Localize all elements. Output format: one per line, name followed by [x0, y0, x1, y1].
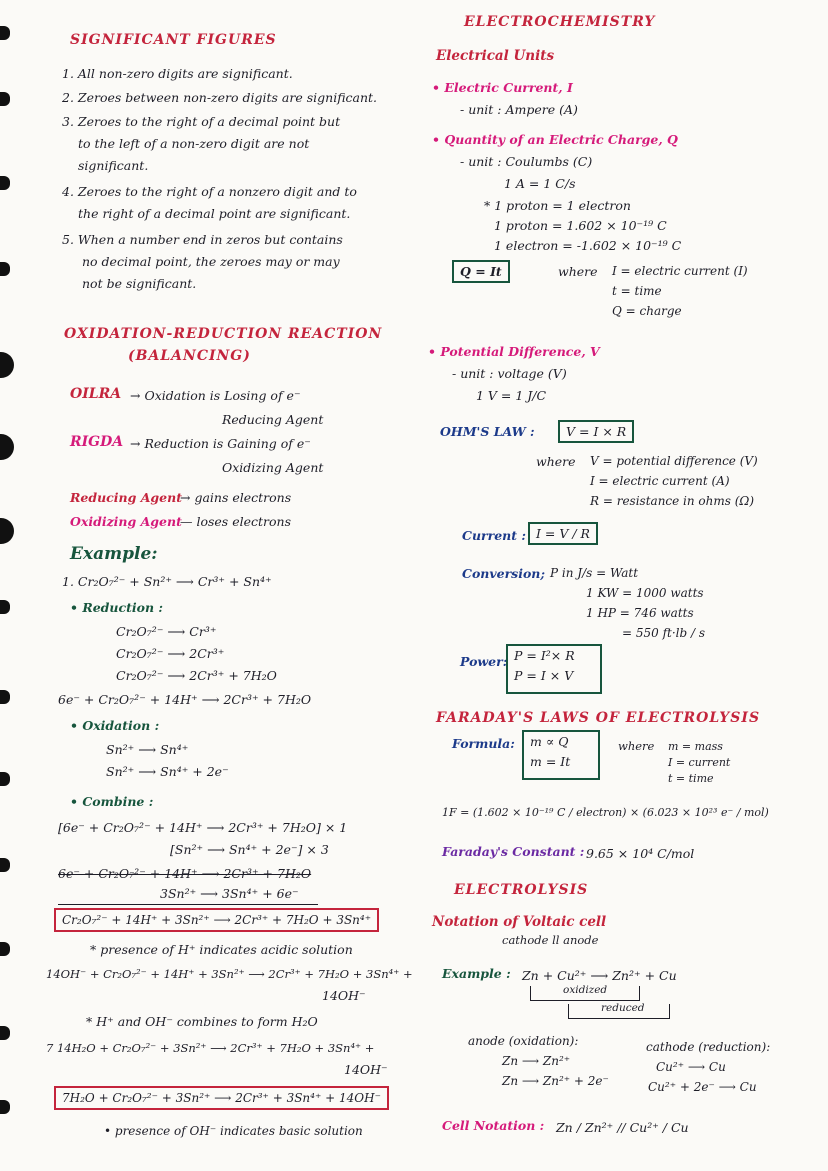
power-formula: P = I × V [514, 668, 574, 683]
basic-equation: 7 14H₂O + Cr₂O₇²⁻ + 3Sn²⁺ ⟶ 2Cr³⁺ + 7H₂O + 3Sn⁴⁺ + [46, 1041, 375, 1055]
sig-rule: significant. [78, 158, 149, 173]
proton-note: * 1 proton = 1 electron [484, 198, 631, 213]
potential-unit: - unit : voltage (V) [452, 366, 567, 381]
sig-rule: to the left of a non-zero digit are not [78, 136, 310, 151]
sig-rule: no decimal point, the zeroes may or may [82, 254, 340, 269]
potential-heading: • Potential Difference, V [428, 344, 600, 359]
reduced-label: reduced [601, 1002, 645, 1014]
binder-hole [0, 434, 14, 460]
where-label: where [618, 739, 655, 753]
binder-hole [0, 176, 10, 190]
combine-note: * H⁺ and OH⁻ combines to form H₂O [86, 1014, 318, 1029]
oxidizing-desc: — loses electrons [180, 514, 291, 529]
notation-heading: Notation of Voltaic cell [432, 914, 607, 930]
cell-notation-label: Cell Notation : [442, 1118, 545, 1133]
combine-line: 3Sn²⁺ ⟶ 3Sn⁴⁺ + 6e⁻ [160, 886, 299, 901]
redox-subtitle: (BALANCING) [128, 348, 251, 364]
electrolysis-heading: ELECTROLYSIS [454, 882, 589, 898]
oilra-label: OILRA [70, 386, 122, 402]
definition: V = potential difference (V) [590, 454, 758, 468]
binder-hole [0, 518, 14, 544]
charge-heading: • Quantity of an Electric Charge, Q [432, 132, 678, 147]
cathode-heading: cathode (reduction): [646, 1040, 771, 1054]
sig-rule: 3. Zeroes to the right of a decimal point but [62, 114, 341, 129]
current-label: Current : [462, 528, 526, 543]
oilra-desc: → Oxidation is Losing of e⁻ [130, 388, 301, 403]
definition: I = current [668, 756, 731, 769]
faraday-constant-value: 9.65 × 10⁴ C/mol [586, 846, 695, 861]
formula-label: Formula: [452, 736, 515, 751]
electrical-units-heading: Electrical Units [436, 48, 555, 64]
binder-hole [0, 690, 10, 704]
electron-value: 1 electron = -1.602 × 10⁻¹⁹ C [494, 238, 682, 253]
definition: m = mass [668, 740, 723, 753]
rigda-label: RIGDA [70, 434, 124, 450]
anode-line: Zn ⟶ Zn²⁺ + 2e⁻ [502, 1074, 609, 1088]
binder-hole [0, 1026, 10, 1040]
oxidizing-agent: Oxidizing Agent [70, 514, 182, 529]
combine-line: 6e⁻ + Cr₂O₇²⁻ + 14H⁺ ⟶ 2Cr³⁺ + 7H₂O [58, 866, 312, 881]
ohms-law-formula-box: V = I × R [558, 420, 634, 443]
sig-rule: 5. When a number end in zeros but contains [62, 232, 343, 247]
combine-line: [6e⁻ + Cr₂O₇²⁻ + 14H⁺ ⟶ 2Cr³⁺ + 7H₂O] × 1 [58, 820, 348, 835]
faraday-constant-label: Faraday's Constant : [442, 844, 585, 859]
example-label: Example : [442, 966, 511, 981]
sig-rule: 1. All non-zero digits are significant. [62, 66, 293, 81]
cathode-line: Cu²⁺ ⟶ Cu [656, 1060, 726, 1074]
conversion-line: P in J/s = Watt [550, 566, 639, 580]
basic-note: • presence of OH⁻ indicates basic solution [104, 1124, 363, 1138]
anode-line: Zn ⟶ Zn²⁺ [502, 1054, 571, 1068]
binder-hole [0, 942, 10, 956]
charge-unit: - unit : Coulumbs (C) [460, 154, 593, 169]
binder-hole [0, 1100, 10, 1114]
cathode-line: Cu²⁺ + 2e⁻ ⟶ Cu [648, 1080, 757, 1094]
basic-answer-box: 7H₂O + Cr₂O₇²⁻ + 3Sn²⁺ ⟶ 2Cr³⁺ + 3Sn⁴⁺ + 14OH⁻ [54, 1086, 389, 1110]
sum-line [58, 904, 318, 905]
conversion-line: 1 HP = 746 watts [586, 606, 694, 620]
reduction-full: 6e⁻ + Cr₂O₇²⁻ + 14H⁺ ⟶ 2Cr³⁺ + 7H₂O [58, 692, 312, 707]
oxidation-step: Sn²⁺ ⟶ Sn⁴⁺ + 2e⁻ [106, 764, 229, 779]
binder-hole [0, 26, 10, 40]
combine-line: [Sn²⁺ ⟶ Sn⁴⁺ + 2e⁻] × 3 [170, 842, 329, 857]
charge-relation: 1 A = 1 C/s [504, 176, 576, 191]
sig-rule: 4. Zeroes to the right of a nonzero digit and to [62, 184, 357, 199]
equation: 1. Cr₂O₇²⁻ + Sn²⁺ ⟶ Cr³⁺ + Sn⁴⁺ [62, 574, 272, 589]
ohms-law-heading: OHM'S LAW : [440, 424, 535, 439]
definition: Q = charge [612, 304, 682, 318]
where-label: where [536, 454, 576, 469]
example-heading: Example: [70, 544, 158, 564]
conversion-label: Conversion; [462, 566, 546, 581]
definition: I = electric current (I) [612, 264, 748, 278]
definition: t = time [668, 772, 714, 785]
reduction-heading: • Reduction : [70, 600, 164, 615]
sig-figures-title: SIGNIFICANT FIGURES [70, 32, 277, 48]
definition: t = time [612, 284, 662, 298]
reducing-agent: Reducing Agent [70, 490, 182, 505]
proton-value: 1 proton = 1.602 × 10⁻¹⁹ C [494, 218, 667, 233]
rigda-desc: → Reduction is Gaining of e⁻ [130, 436, 311, 451]
binder-hole [0, 262, 10, 276]
binder-hole [0, 600, 10, 614]
faraday-formula: m ∝ Q [530, 734, 569, 749]
oxidation-heading: • Oxidation : [70, 718, 160, 733]
sig-rule: not be significant. [82, 276, 197, 291]
sig-rule: 2. Zeroes between non-zero digits are significant. [62, 90, 378, 105]
conversion-line: = 550 ft·lb / s [622, 626, 706, 640]
oxidized-bracket [530, 986, 640, 1001]
basic-equation-cont: 14OH⁻ [344, 1062, 388, 1077]
rigda-agent: Oxidizing Agent [222, 460, 324, 475]
current-formula-box: I = V / R [528, 522, 598, 545]
combine-heading: • Combine : [70, 794, 154, 809]
current-heading: • Electric Current, I [432, 80, 573, 95]
reduction-step: Cr₂O₇²⁻ ⟶ 2Cr³⁺ [116, 646, 225, 661]
reduction-step: Cr₂O₇²⁻ ⟶ 2Cr³⁺ + 7H₂O [116, 668, 277, 683]
anode-heading: anode (oxidation): [468, 1034, 579, 1048]
oxidation-step: Sn²⁺ ⟶ Sn⁴⁺ [106, 742, 189, 757]
binder-hole [0, 772, 10, 786]
reducing-desc: → gains electrons [180, 490, 292, 505]
sig-rule: the right of a decimal point are significant. [78, 206, 351, 221]
binder-hole [0, 92, 10, 106]
cell-notation-value: Zn / Zn²⁺ // Cu²⁺ / Cu [556, 1120, 689, 1135]
redox-title: OXIDATION-REDUCTION REACTION [64, 326, 383, 342]
oxidized-label: oxidized [563, 984, 608, 996]
conversion-line: 1 KW = 1000 watts [586, 586, 704, 600]
faraday-title: FARADAY'S LAWS OF ELECTROLYSIS [436, 710, 761, 726]
acidic-note: * presence of H⁺ indicates acidic solution [90, 942, 353, 957]
power-formula: P = I²× R [514, 648, 575, 663]
power-label: Power: [460, 654, 508, 669]
potential-relation: 1 V = 1 J/C [476, 388, 547, 403]
reduction-step: Cr₂O₇²⁻ ⟶ Cr³⁺ [116, 624, 217, 639]
where-label: where [558, 264, 598, 279]
definition: I = electric current (A) [590, 474, 730, 488]
current-unit: - unit : Ampere (A) [460, 102, 578, 117]
example-equation: Zn + Cu²⁺ ⟶ Zn²⁺ + Cu [522, 968, 677, 983]
faraday-formula: m = It [530, 754, 571, 769]
binder-hole [0, 858, 10, 872]
reduced-bracket [568, 1004, 670, 1019]
basic-equation: 14OH⁻ + Cr₂O₇²⁻ + 14H⁺ + 3Sn²⁺ ⟶ 2Cr³⁺ + 7H₂O + 3Sn⁴⁺ + [46, 967, 413, 981]
notation-sub: cathode ll anode [502, 933, 599, 947]
power-formula-box [506, 644, 602, 694]
electrochem-title: ELECTROCHEMISTRY [464, 14, 656, 30]
charge-formula-box: Q = It [452, 260, 510, 283]
definition: R = resistance in ohms (Ω) [590, 494, 755, 508]
binder-hole [0, 352, 14, 378]
faraday-formula-box [522, 730, 600, 780]
oilra-agent: Reducing Agent [222, 412, 324, 427]
acidic-answer-box: Cr₂O₇²⁻ + 14H⁺ + 3Sn²⁺ ⟶ 2Cr³⁺ + 7H₂O + 3Sn⁴⁺ [54, 908, 379, 932]
basic-equation-cont: 14OH⁻ [322, 988, 366, 1003]
faraday-equation: 1F = (1.602 × 10⁻¹⁹ C / electron) × (6.023 × 10²³ e⁻ / mol) [442, 806, 769, 819]
